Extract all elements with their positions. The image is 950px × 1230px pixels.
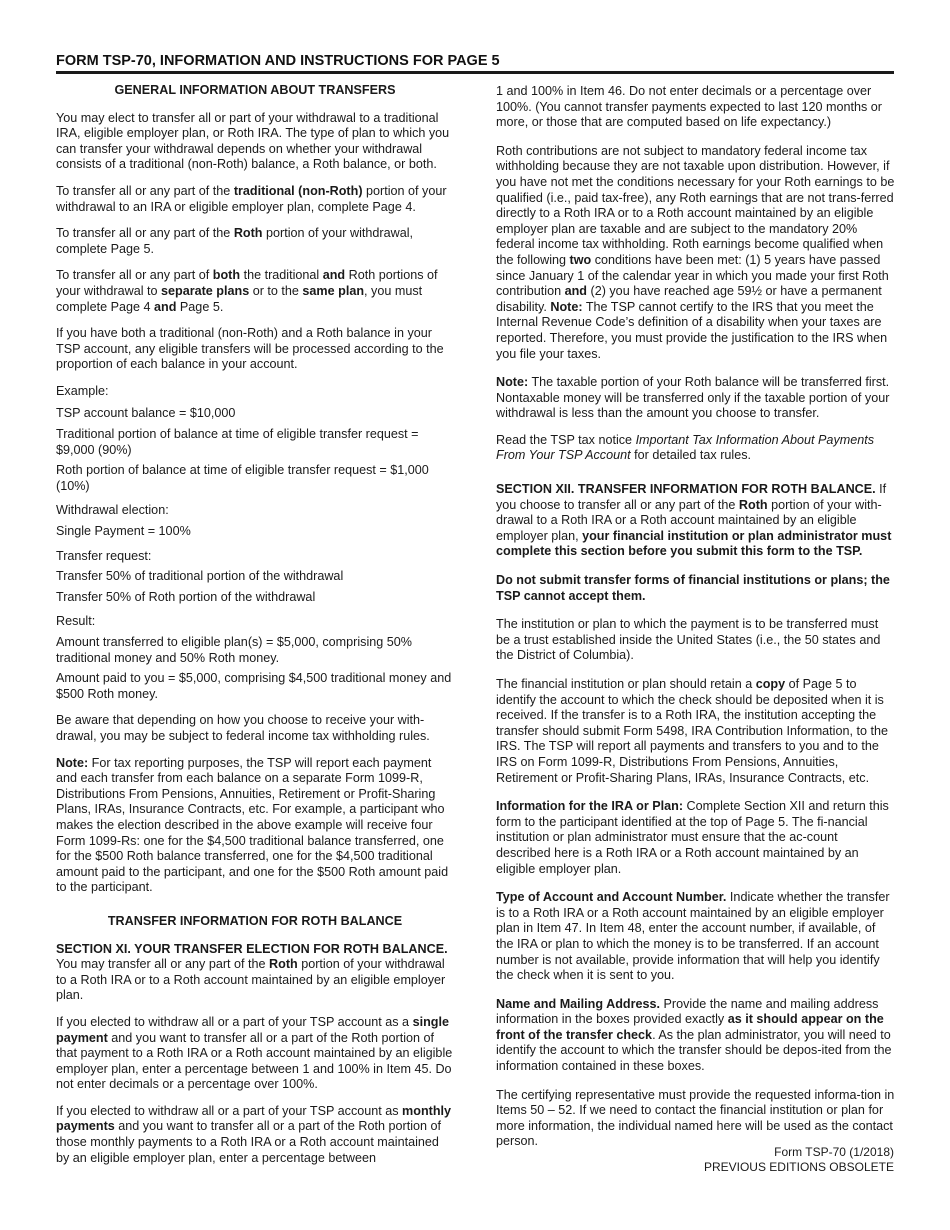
paragraph-do-not-submit: Do not submit transfer forms of financial institutions or plans; the TSP cannot accept them. [496,573,890,603]
paragraph-account-type-number: Type of Account and Account Number. Indicate whether the transfer is to a Roth IRA or a Roth account maintained by an eligible employer plan in Item 47. In Item 48, enter the account number, if available, of the IRA or plan to which the money is to be transferred. If an account number is not available, provide information that will help you identify the check when it is sent to you. [496,890,890,983]
example-label: Example: [56,383,109,398]
example-result-label: Result: [56,614,96,629]
example-transfer-traditional: Transfer 50% of traditional portion of the withdrawal [56,569,344,584]
page-title: FORM TSP-70, INFORMATION AND INSTRUCTIONS FOR PAGE 5 [56,52,894,74]
paragraph-information-for-plan: Information for the IRA or Plan: Complete Section XII and return this form to the participant identified at the top of Page 5. The fi-nancial institution or plan administrator must ensure that the ac-count described here is a Roth IRA or a Roth account maintained by an eligible employer plan. [496,799,889,876]
paragraph-monthly-payments: If you elected to withdraw all or a part of your TSP account as monthly payments and you want to transfer all or a part of the Roth portion of those monthly payments to a Roth IRA or a Roth account maintained by an eligible employer plan, enter a percentage between [56,1103,452,1165]
section-xii-transfer-information: SECTION XII. TRANSFER INFORMATION FOR ROTH BALANCE. If you choose to transfer all or any part of the Roth portion of your with-drawal to a Roth IRA or a Roth account maintained by an eligible employer plan, your financial institution or plan administrator must complete this section before you submit this form to the TSP. [496,482,892,559]
right-column [496,84,895,1161]
section-xi-election: SECTION XI. YOUR TRANSFER ELECTION FOR ROTH BALANCE. You may transfer all or any part of the Roth portion of your withdrawal to a Roth IRA or to a Roth account maintained by an eligible employer plan. [56,941,448,1003]
heading-roth-transfer-information: TRANSFER INFORMATION FOR ROTH BALANCE [107,913,403,928]
paragraph-trust-requirement: The institution or plan to which the payment is to be transferred must be a trust established inside the United States (i.e., the 50 states and the District of Columbia). [496,617,881,663]
paragraph-withholding-warning: Be aware that depending on how you choose to receive your with-drawal, you may be subject to federal income tax withholding rules. [56,713,430,743]
example-withdrawal-label: Withdrawal election: [56,503,169,518]
example-balance: TSP account balance = $10,000 [56,405,236,420]
paragraph-both-transfer: To transfer all or any part of both the traditional and Roth portions of your withdrawal to separate plans or to the same plan, you must complete Page 4 and Page 5. [56,268,438,314]
paragraph-monthly-continued: 1 and 100% in Item 46. Do not enter decimals or a percentage over 100%. (You cannot transfer payments expected to last 120 months or more, or those that are computed based on life expectancy.) [496,84,882,130]
heading-general-information: GENERAL INFORMATION ABOUT TRANSFERS [114,83,396,97]
example-roth-portion: Roth portion of balance at time of eligible transfer request = $1,000 (10%) [56,463,429,493]
paragraph-tax-notice: Read the TSP tax notice Important Tax Information About Payments From Your TSP Account for detailed tax rules. [496,432,875,463]
paragraph-taxable-portion-note: Note: The taxable portion of your Roth balance will be transferred first. Nontaxable money will be transferred only if the taxable portion of your withdrawal is less than the amount you choose to transfer. [496,375,890,421]
example-block [56,384,454,703]
example-transfer-roth: Transfer 50% of Roth portion of the withdrawal [56,589,316,604]
paragraph-retain-copy: The financial institution or plan should retain a copy of Page 5 to identify the account to which the check should be deposited when it is received. If the transfer is to a Roth IRA, the institution accepting the transfer should submit Form 5498, IRA Contribution Information, to the IRS. The TSP will report all payments and transfers to you and to the IRS on Form 1099-R, Distributions From Pensions, Annuities, Retirement or Profit-Sharing Plans, IRAs, Insurance Contracts, etc. [496,677,888,785]
left-column [56,83,454,1177]
paragraph-proportional-processing: If you have both a traditional (non-Roth) and a Roth balance in your TSP account, any eligible transfers will be processed according to the proportion of each balance in your account. [56,326,444,372]
example-traditional-portion: Traditional portion of balance at time of eligible transfer request = $9,000 (90%) [56,427,419,457]
example-result-transferred: Amount transferred to eligible plan(s) = $5,000, comprising 50% traditional money and 50% Roth money. [56,635,412,665]
paragraph-single-payment: If you elected to withdraw all or a part of your TSP account as a single payment and you want to transfer all or a part of the Roth portion of that payment to a Roth IRA or a Roth account maintained by an eligible employer plan, enter a percentage between 1 and 100% in Item 45. Do not enter decimals or a percentage over 100%. [56,1014,453,1092]
paragraph-roth-withholding: Roth contributions are not subject to mandatory federal income tax withholding because they are not taxable upon distribution. However, if you have not met the conditions necessary for your Roth earnings to be qualified (i.e., paid tax-free), any Roth earnings that are not trans-ferred directly to a Roth IRA or to a Roth account maintained by an eligible employer plan are taxable and are subject to the mandatory 20% federal income tax withholding. Roth earnings become qualified when the following two conditions have been met: (1) 5 years have passed since January 1 of the calendar year in which you made your first Roth contribution and (2) you have reached age 59½ or have a permanent disability. Note: The TSP cannot certify to the IRS that you meet the Internal Revenue Code’s definition of a disability when your taxes are reported. Therefore, you must provide the justification to the IRS when you file your taxes. [496,143,895,361]
example-result-paid: Amount paid to you = $5,000, comprising $4,500 traditional money and $500 Roth money. [56,671,452,701]
paragraph-roth-transfer: To transfer all or any part of the Roth portion of your withdrawal, complete Page 5. [56,226,413,256]
form-footer [704,1145,894,1175]
form-number: Form TSP-70 (1/2018) [774,1145,894,1159]
paragraph-tax-reporting-note: Note: For tax reporting purposes, the TSP will report each payment and each transfer from each balance on a separate Form 1099-R, Distributions From Pensions, Annuities, Retirement or Profit-Sharing Plans, IRAs, Insurance Contracts, etc. For example, a participant who makes the election described in the above example will receive four Form 1099-Rs: one for the $4,500 traditional balance transferred, one for the $500 Roth balance transferred, one for the $4,500 traditional amount paid to the participant, and one for the $500 Roth amount paid to the participant. [56,755,449,895]
obsolete-notice: PREVIOUS EDITIONS OBSOLETE [703,1160,894,1174]
example-transfer-label: Transfer request: [56,548,152,563]
paragraph-name-mailing-address: Name and Mailing Address. Provide the name and mailing address information in the boxes provided exactly as it should appear on the front of the transfer check. As the plan administrator, you will need to identify the account to which the transfer should be depos-ited from the information contained in these boxes. [496,996,892,1074]
paragraph-certifying-representative: The certifying representative must provide the requested informa-tion in Items 50 – 52. If we need to contact the financial institution or plan for more information, the individual named here will be used as the contact person. [496,1087,895,1149]
example-single-payment: Single Payment = 100% [56,524,191,539]
paragraph-traditional-transfer: To transfer all or any part of the traditional (non-Roth) portion of your withdrawal to an IRA or eligible employer plan, complete Page 4. [56,183,447,214]
paragraph-transfer-overview: You may elect to transfer all or part of your withdrawal to a traditional IRA, eligible employer plan, or Roth IRA. The type of plan to which you can transfer your withdrawal depends on whether your withdrawal consists of a traditional (non-Roth) balance, a Roth balance, or both. [56,110,450,172]
